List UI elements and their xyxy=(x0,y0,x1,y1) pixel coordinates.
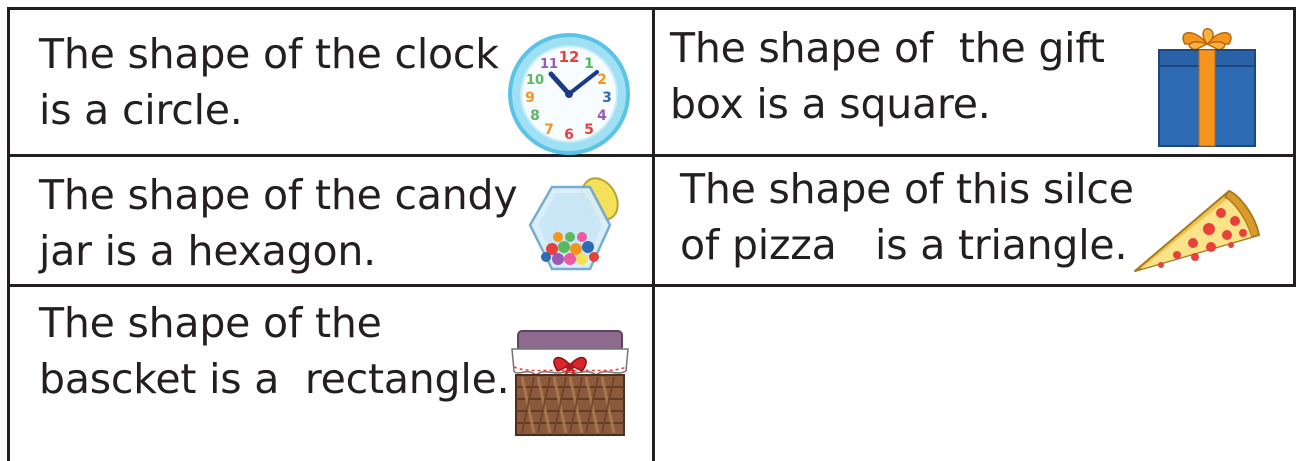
cell-text-line-1: The shape of the clock xyxy=(39,30,499,78)
cell-text-line-2: jar is a hexagon. xyxy=(39,227,376,275)
clock-number-5: 5 xyxy=(584,122,594,138)
clock-number-10: 10 xyxy=(525,73,545,88)
clock-number-1: 1 xyxy=(584,56,594,72)
clock-number-11: 11 xyxy=(539,57,559,72)
cell-basket xyxy=(10,287,652,461)
cell-text-line-1: The shape of the candy xyxy=(39,171,518,219)
clock-icon xyxy=(507,32,631,156)
cell-text-line-1: The shape of the xyxy=(39,299,382,347)
cell-candy-jar xyxy=(10,157,652,284)
cell-text-line-2: box is a square. xyxy=(670,80,991,128)
cell-text-line-2: is a circle. xyxy=(39,86,243,134)
candy-jar-icon xyxy=(522,175,626,277)
pizza-slice-icon xyxy=(1131,185,1263,277)
clock-number-12: 12 xyxy=(558,48,580,66)
cell-text-line-2: bascket is a rectangle. xyxy=(39,355,510,403)
clock-number-3: 3 xyxy=(602,90,612,106)
clock-number-4: 4 xyxy=(597,108,607,124)
clock-number-9: 9 xyxy=(525,90,535,106)
basket-icon xyxy=(508,327,632,439)
clock-number-6: 6 xyxy=(564,127,574,143)
cell-gift-box xyxy=(655,10,1293,154)
clock-number-8: 8 xyxy=(530,108,540,124)
clock-number-7: 7 xyxy=(544,122,554,138)
cell-clock xyxy=(10,10,652,154)
clock-number-2: 2 xyxy=(597,72,607,88)
cell-pizza-slice xyxy=(655,157,1293,284)
cell-text-line-1: The shape of this silce xyxy=(680,165,1134,213)
cell-text-line-2: of pizza is a triangle. xyxy=(680,221,1128,269)
cell-text-line-1: The shape of the gift xyxy=(670,24,1105,72)
table-border-right xyxy=(1293,7,1296,287)
gift-box-icon xyxy=(1155,24,1259,150)
cell-empty xyxy=(655,287,1293,461)
